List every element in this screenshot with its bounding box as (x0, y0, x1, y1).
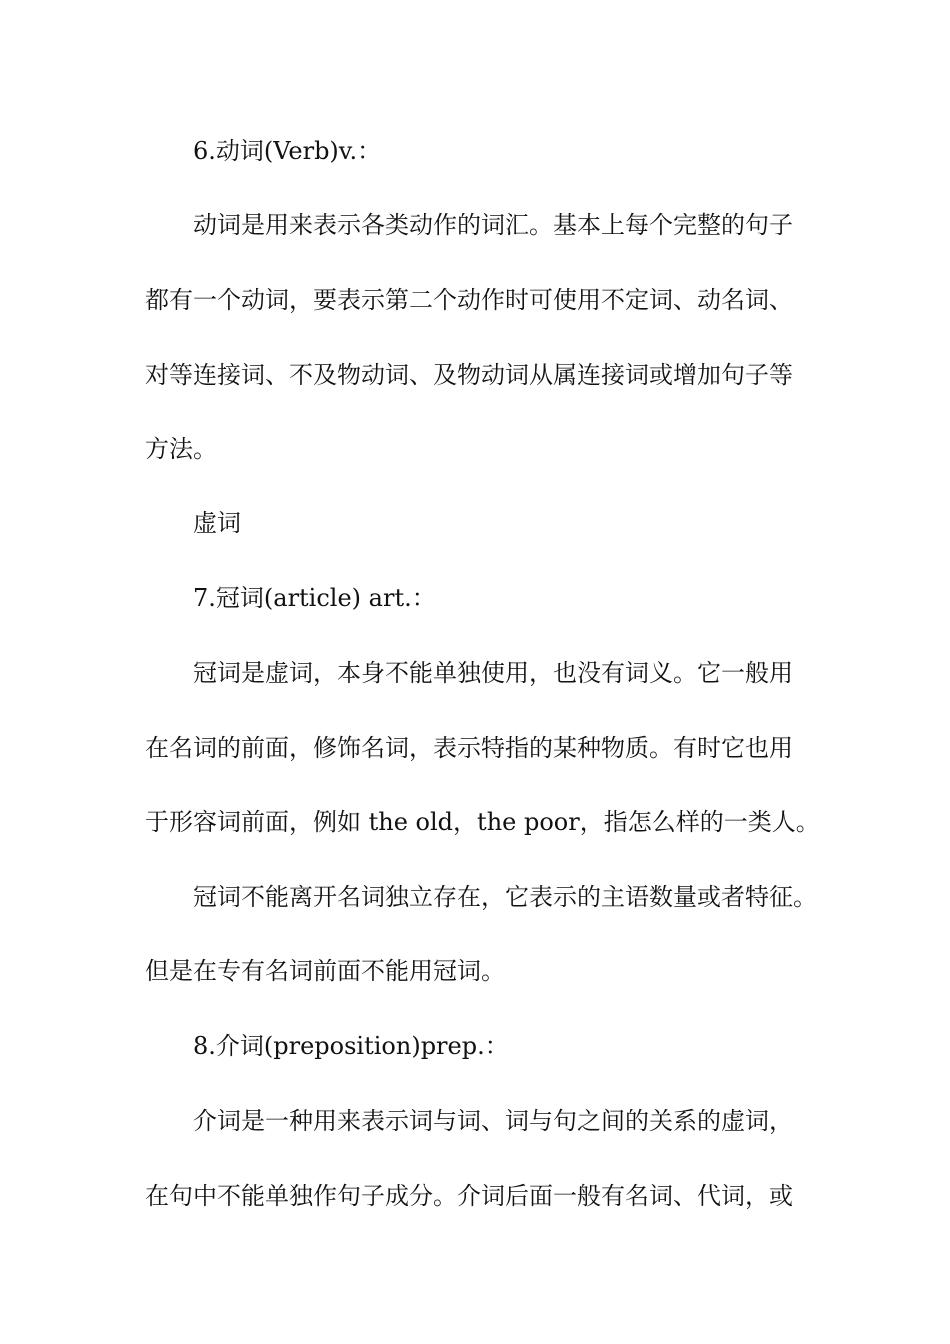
paragraph-line: 动词是用来表示各类动作的词汇。基本上每个完整的句子 (193, 211, 793, 239)
heading-verb: 6.动词(Verb)v.： (193, 137, 382, 165)
paragraph-line: 在句中不能单独作句子成分。介词后面一般有名词、代词，或 (145, 1182, 793, 1210)
paragraph-line: 都有一个动词，要表示第二个动作时可使用不定词、动名词、 (145, 286, 793, 314)
paragraph-line: 在名词的前面，修饰名词，表示特指的某种物质。有时它也用 (145, 734, 793, 762)
paragraph-line: 方法。 (145, 435, 217, 463)
paragraph-line: 冠词不能离开名词独立存在，它表示的主语数量或者特征。 (193, 883, 817, 911)
section-heading-function-words: 虚词 (193, 509, 241, 537)
heading-article: 7.冠词(article) art.： (193, 584, 436, 612)
heading-preposition: 8.介词(preposition)prep.： (193, 1032, 509, 1060)
paragraph-line: 冠词是虚词，本身不能单独使用，也没有词义。它一般用 (193, 659, 793, 687)
paragraph-line: 但是在专有名词前面不能用冠词。 (145, 957, 505, 985)
paragraph-line: 对等连接词、不及物动词、及物动词从属连接词或增加句子等 (145, 361, 793, 389)
paragraph-line: 于形容词前面，例如 the old，the poor，指怎么样的一类人。 (145, 808, 820, 836)
paragraph-line: 介词是一种用来表示词与词、词与句之间的关系的虚词， (193, 1107, 793, 1135)
